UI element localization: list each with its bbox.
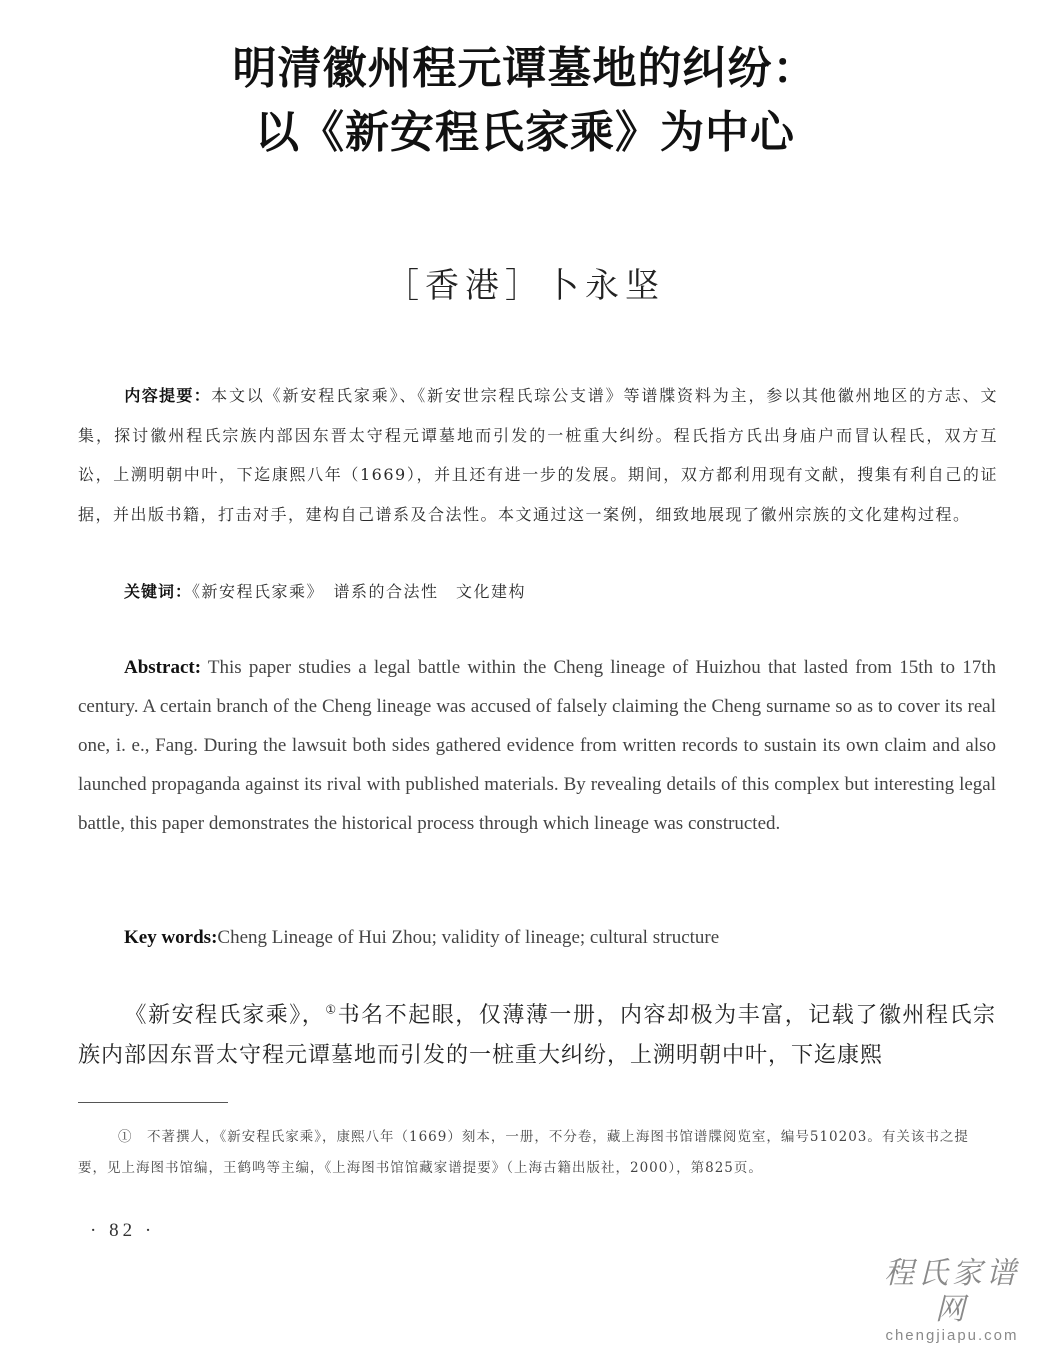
chinese-keywords-text: 《新安程氏家乘》 谱系的合法性 文化建构 [192, 582, 527, 601]
english-abstract-label: Abstract: [124, 657, 202, 678]
site-watermark [872, 1256, 1032, 1344]
english-keywords-label: Key words: [124, 927, 218, 948]
body-paragraph [78, 996, 996, 1076]
footnote-mark: ① [118, 1129, 133, 1145]
title-line-1: 明清徽州程元谭墓地的纠纷： [232, 43, 818, 94]
author: ［香港］卜永坚 [385, 266, 665, 306]
chinese-abstract-label: 内容提要： [124, 386, 212, 405]
chinese-abstract-text: 本文以《新安程氏家乘》、《新安世宗程氏琮公支谱》等谱牒资料为主，参以其他徽州地区的方志、文集，探讨徽州程氏宗族内部因东晋太守程元谭墓地而引发的一桩重大纠纷。程氏指方氏出身庙户而冒认程氏，双方互讼，上溯明朝中叶，下迄康熙八年（1669），并且还有进一步的发展。期间，双方都利用现有文献，搜集有利自己的证据，并出版书籍，打击对手，建构自己谱系及合法性。本文通过这一案例，细致地展现了徽州宗族的文化建构过程。 [78, 386, 998, 524]
footnote [78, 1122, 996, 1184]
footnote-reference[interactable]: ① [325, 1002, 338, 1017]
chinese-keywords [78, 572, 998, 612]
body-text-start: 《新安程氏家乘》， [124, 1003, 326, 1028]
watermark-chinese: 程氏家谱网 [884, 1256, 1020, 1327]
english-keywords [78, 918, 996, 957]
chinese-keywords-label: 关键词： [124, 582, 193, 601]
chinese-abstract [78, 376, 998, 534]
page-number: · 82 · [90, 1220, 156, 1241]
title-line-2: 以《新安程氏家乘》为中心 [255, 107, 795, 158]
watermark-url: chengjiapu.com [885, 1327, 1019, 1344]
english-keywords-text: Cheng Lineage of Hui Zhou; validity of lineage; cultural structure [217, 927, 720, 948]
body-text-rest: 书名不起眼，仅薄薄一册，内容却极为丰富，记载了徽州程氏宗族内部因东晋太守程元谭墓地而引发的一桩重大纠纷，上溯明朝中叶，下迄康熙 [78, 1003, 996, 1068]
english-abstract-text: This paper studies a legal battle within the Cheng lineage of Huizhou that lasted from 15th to 17th century. A certain branch of the Cheng lineage was accused of falsely claiming the Cheng surname so as to cover its real one, i. e., Fang. During the lawsuit both sides gathered evidence from written records to sustain its own claim and also launched propaganda against its rival with published materials. By revealing details of this complex but interesting legal battle, this paper demonstrates the historical process through which lineage was constructed. [78, 657, 996, 834]
english-abstract [78, 648, 996, 843]
footnote-divider [78, 1102, 228, 1103]
footnote-text: 不著撰人，《新安程氏家乘》，康熙八年（1669）刻本，一册，不分卷，藏上海图书馆谱牒阅览室，编号510203。有关该书之提要，见上海图书馆编，王鹤鸣等主编，《上海图书馆馆藏家谱提要》（上海古籍出版社，2000），第825页。 [78, 1129, 969, 1176]
